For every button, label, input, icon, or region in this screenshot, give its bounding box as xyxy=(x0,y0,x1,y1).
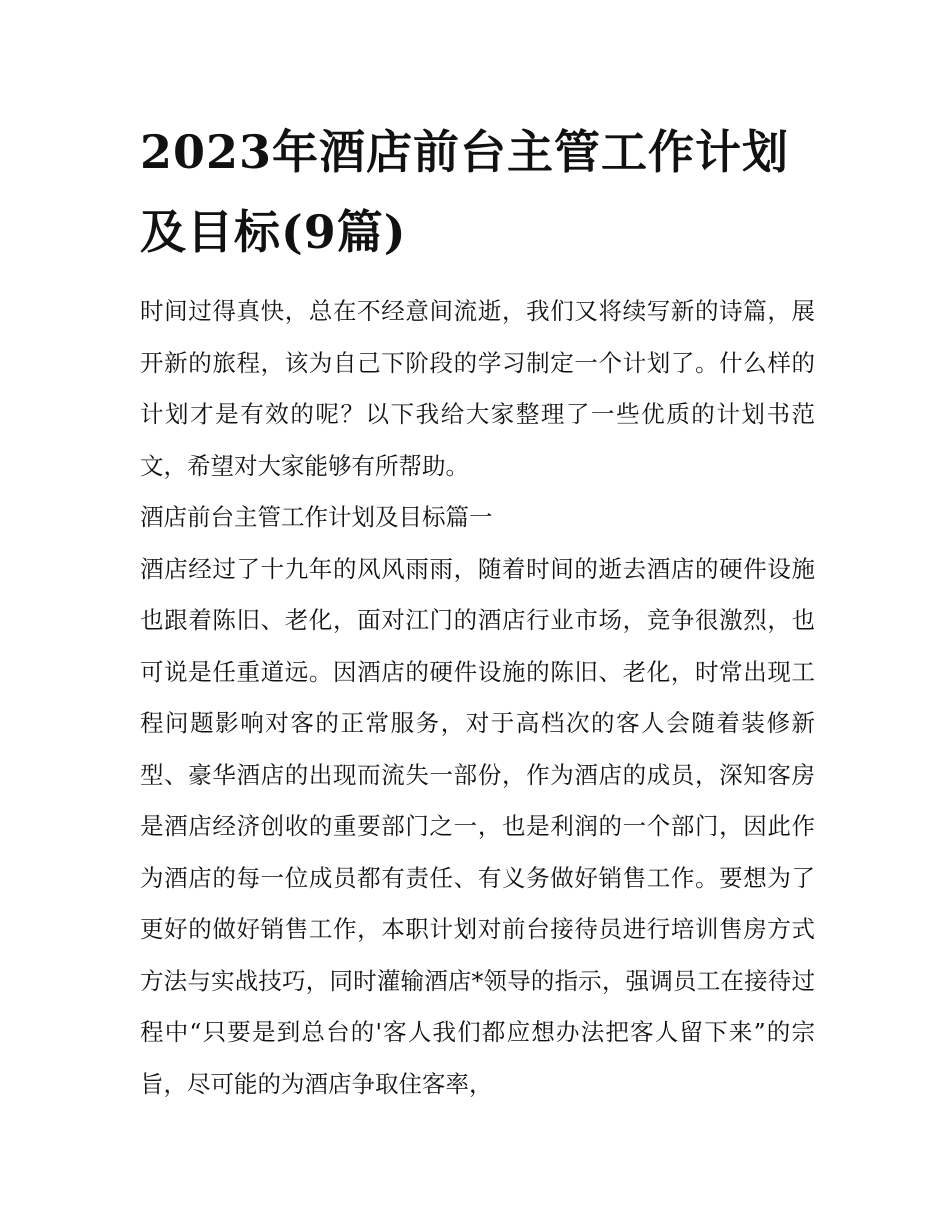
section-heading: 酒店前台主管工作计划及目标篇一 xyxy=(140,503,493,531)
section-body-paragraph: 酒店经过了十九年的风风雨雨，随着时间的逝去酒店的硬件设施也跟着陈旧、老化，面对江门的酒店行业市场，竞争很激烈，也可说是任重道远。因酒店的硬件设施的陈旧、老化，时常出现工程问题影响对客的正常服务，对于高档次的客人会随着装修新型、豪华酒店的出现而流失一部份，作为酒店的成员，深知客房是酒店经济创收的重要部门之一，也是利润的一个部门，因此作为酒店的每一位成员都有责任、有义务做好销售工作。要想为了更好的做好销售工作，本职计划对前台接待员进行培训售房方式方法与实战技巧，同时灌输酒店*领导的指示，强调员工在接待过程中“只要是到总台的'客人我们都应想办法把客人留下来”的宗旨，尽可能的为酒店争取住客率， xyxy=(140,554,815,1098)
intro-paragraph: 时间过得真快，总在不经意间流逝，我们又将续写新的诗篇，展开新的旅程，该为自己下阶段的学习制定一个计划了。什么样的计划才是有效的呢？以下我给大家整理了一些优质的计划书范文，希望对大家能够有所帮助。 xyxy=(140,297,815,480)
document-title: 2023年酒店前台主管工作计划及目标(9篇) xyxy=(140,125,790,259)
document-page xyxy=(140,112,815,1110)
